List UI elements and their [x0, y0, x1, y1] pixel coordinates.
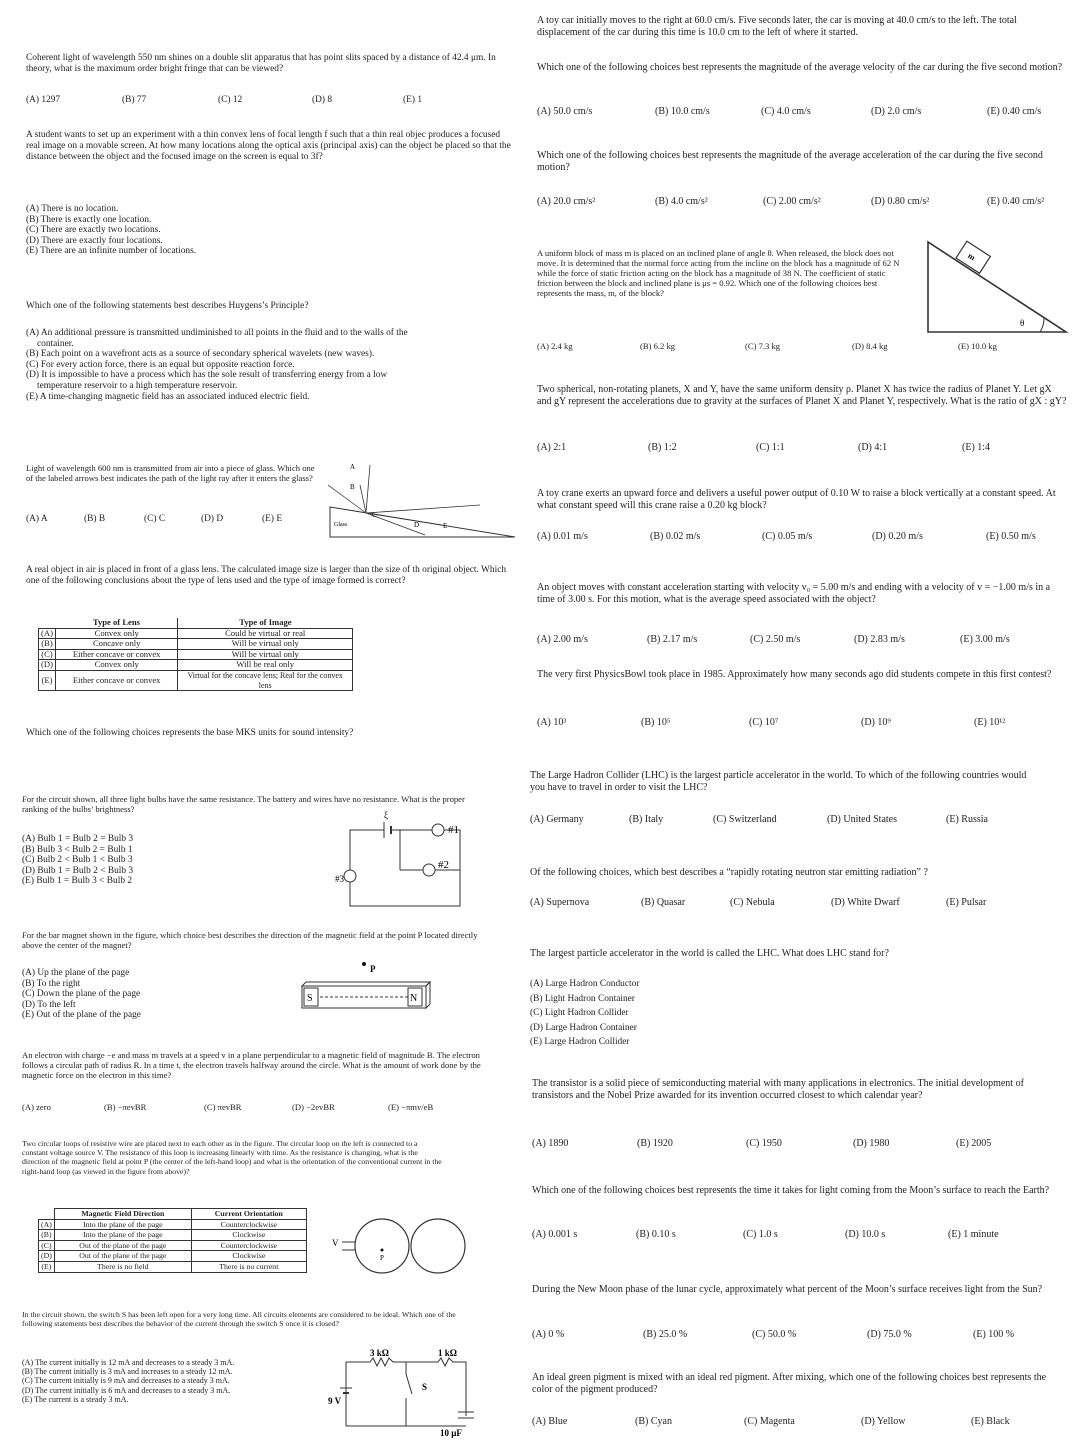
- question-text: For the bar magnet shown in the figure, which choice best describes the direction of the magnetic field at the point P located directly above the center of the magnet?: [22, 930, 478, 950]
- mass-label: m: [966, 251, 977, 263]
- table-row[interactable]: (C) Out of the plane of the page Counterclockwise: [39, 1240, 307, 1251]
- choice[interactable]: (B) 25.0 %: [643, 1329, 688, 1340]
- choice[interactable]: (C) 1.0 s: [743, 1229, 778, 1240]
- question-text: The very first PhysicsBowl took place in 1985. Approximately how many seconds ago did students compete in this first contest?: [537, 669, 1052, 680]
- choice-list: [26, 204, 506, 257]
- choice[interactable]: (D) 10.0 s: [845, 1229, 886, 1240]
- question-text: Which one of the following choices best represents the magnitude of the average velocity of the car during the five second motion?: [537, 62, 1063, 73]
- choice[interactable]: (E) 1 minute: [948, 1229, 999, 1240]
- question-text: The transistor is a solid piece of semiconducting material with many applications in electronics. The initial development of transistors and the Nobel Prize awarded for its invention occurred closest to which calendar year?: [532, 1078, 1024, 1101]
- choice[interactable]: (E) Out of the plane of the page: [22, 1010, 141, 1021]
- north-pole-label: N: [410, 993, 418, 1004]
- question-text: Of the following choices, which best describes a “rapidly rotating neutron star emitting radiation” ?: [530, 867, 928, 878]
- choice[interactable]: (D) It is impossible to have a process which has the sole result of transferring energy from a low: [26, 370, 388, 381]
- choice[interactable]: (A) The current initially is 12 mA and decreases to a steady 3 mA.: [22, 1358, 235, 1367]
- choice[interactable]: (E) Russia: [946, 814, 988, 825]
- bulb-label-3: #3: [335, 874, 344, 884]
- choice[interactable]: (E) −πmv/eB: [388, 1102, 434, 1112]
- choice[interactable]: (A) zero: [22, 1102, 51, 1112]
- incline-diagram: [920, 232, 1070, 336]
- question-moon-light-time: [532, 1185, 1062, 1197]
- choice[interactable]: (E) 0.40 cm/s: [987, 106, 1042, 117]
- choice[interactable]: (E) 0.50 m/s: [986, 531, 1036, 542]
- choice[interactable]: (A) 1890: [532, 1138, 569, 1149]
- table-row[interactable]: (C) Either concave or convex Will be virtual only: [39, 649, 353, 660]
- choice-continuation: container.: [37, 338, 74, 349]
- choice[interactable]: (E) 1:4: [962, 442, 991, 453]
- choice[interactable]: (B) Quasar: [641, 897, 686, 908]
- question-lens-image: [26, 565, 520, 587]
- question-text: Two circular loops of resistive wire are placed next to each other as in the figure. The circular loop on the left is connected to a constant voltage source V. The resistance of this loop is increasing linearly with time. As the resistance is changing, what is the direction of the magnetic field at point P (the center of the left-hand loop) and what is the orientation of the conventional current in the right-hand loop (as viewed in the figure from above)?: [22, 1139, 442, 1176]
- choice[interactable]: (B) B: [84, 514, 106, 524]
- angle-label: θ: [1020, 318, 1025, 328]
- question-huygens: [26, 301, 506, 312]
- arrow-label-a: A: [350, 463, 356, 471]
- choice-list: [22, 1358, 322, 1404]
- choice[interactable]: (B) To the right: [22, 978, 81, 989]
- table-row[interactable]: (A) Convex only Could be virtual or real: [39, 628, 353, 639]
- choice[interactable]: (D) United States: [827, 814, 897, 825]
- question-text: Which one of the following choices best represents the magnitude of the average acceleration of the car during the five second motion?: [537, 150, 1043, 173]
- choice[interactable]: (D) −2evBR: [292, 1102, 335, 1112]
- choice[interactable]: (B) Bulb 3 < Bulb 2 = Bulb 1: [22, 844, 133, 855]
- point-p-label: P: [370, 964, 376, 974]
- question-text: Which one of the following choices represents the base MKS units for sound intensity?: [26, 728, 354, 738]
- bulb-circuit-diagram: [335, 810, 478, 910]
- choice[interactable]: (C) 1950: [746, 1138, 782, 1149]
- choice[interactable]: (B) 77: [122, 95, 147, 105]
- choice[interactable]: (A) 20.0 cm/s²: [537, 196, 596, 207]
- question-text: A uniform block of mass m is placed on an inclined plane of angle θ. When released, the block does not move. It is determined that the normal force acting from the incline on the block has a magnitude of 62 N while the force of static friction acting on the block has a magnitude of 38 N. The coefficient of static friction between the block and inclined plane is μs = 0.92. Which one of the following choices best represents the mass, m, of the block?: [537, 248, 900, 298]
- choice[interactable]: (C) Magenta: [744, 1416, 795, 1427]
- bulb-label-2: #2: [438, 859, 449, 871]
- switch-label: S: [422, 1382, 428, 1392]
- question-text: In the circuit shown, the switch S has been left open for a very long time. All circuits elements are considered to be ideal. Which one of the following statements best describes the behavior of the current through the switch S once it is closed?: [22, 1310, 456, 1329]
- resistor-3k-label: 3 kΩ: [370, 1348, 389, 1358]
- choice[interactable]: (E) E: [262, 514, 283, 524]
- glass-label: Glass: [334, 522, 348, 528]
- choice[interactable]: (E) Pulsar: [946, 897, 987, 908]
- choice[interactable]: (C) Switzerland: [713, 814, 777, 825]
- choice[interactable]: (E) A time-changing magnetic field has an associated induced electric field.: [26, 391, 310, 402]
- choice[interactable]: (C) There are exactly two locations.: [26, 225, 161, 236]
- two-loops-diagram: [330, 1212, 470, 1282]
- choice[interactable]: (A) 10³: [537, 717, 567, 728]
- choice-list: [530, 977, 830, 1050]
- capacitor-label: 10 μF: [440, 1428, 462, 1438]
- question-text: Which one of the following statements best describes Huygens’s Principle?: [26, 301, 309, 311]
- choice[interactable]: (C) Nebula: [730, 897, 775, 908]
- question-text: The largest particle accelerator in the world is called the LHC. What does LHC stand for?: [530, 948, 889, 959]
- choice[interactable]: (D) Large Hadron Container: [530, 1022, 637, 1033]
- question-lhc-acronym: [530, 948, 1060, 960]
- choice[interactable]: (D) 8: [312, 95, 333, 105]
- point-p-label: P: [380, 1254, 384, 1262]
- choice[interactable]: (E) The current is a steady 3 mA.: [22, 1394, 129, 1404]
- choice[interactable]: (A) A: [26, 514, 48, 524]
- arrow-label-e: E: [443, 522, 448, 530]
- choice[interactable]: (D) 0.20 m/s: [872, 531, 923, 542]
- choice[interactable]: (D) Yellow: [861, 1416, 906, 1427]
- choice[interactable]: (B) 0.10 s: [636, 1229, 676, 1240]
- question-text: Two spherical, non-rotating planets, X and Y, have the same uniform density ρ. Planet X has twice the radius of Planet Y. Let gX and gY represent the accelerations due to gravity at the surfaces of Planet X and Planet Y, respectively. What is the ratio of gX : gY?: [537, 384, 1067, 407]
- choice[interactable]: (B) There is exactly one location.: [26, 214, 152, 225]
- choice[interactable]: (B) 6.2 kg: [640, 341, 676, 351]
- question-transistor-year: [532, 1078, 1062, 1102]
- question-average-speed: [537, 582, 1067, 606]
- choice[interactable]: (A) Large Hadron Conductor: [530, 979, 640, 989]
- choice[interactable]: (A) Supernova: [530, 897, 590, 908]
- table-header: Magnetic Field Direction: [54, 1209, 191, 1220]
- question-text: A toy car initially moves to the right at 60.0 cm/s. Five seconds later, the car is moving at 40.0 cm/s to the left. The total displacement of the car during this time is 10.0 cm to the left of where it started.: [537, 15, 1017, 38]
- choice[interactable]: (B) The current initially is 3 mA and increases to a steady 12 mA.: [22, 1367, 233, 1377]
- south-pole-label: S: [307, 993, 313, 1004]
- choice[interactable]: (E) 10¹²: [974, 717, 1006, 728]
- choice[interactable]: (C) 2.00 cm/s²: [763, 196, 821, 207]
- rc-circuit-diagram: [326, 1346, 486, 1436]
- choice[interactable]: (B) −πevBR: [104, 1102, 147, 1112]
- question-text: Which one of the following choices best represents the time it takes for light coming from the Moon’s surface to reach the Earth?: [532, 1185, 1050, 1196]
- question-lhc-country: [530, 770, 1030, 794]
- choice[interactable]: (E) Black: [971, 1416, 1010, 1427]
- choice[interactable]: (B) Cyan: [635, 1416, 672, 1427]
- question-new-moon: [532, 1284, 1062, 1296]
- choice[interactable]: (B) 10.0 cm/s: [655, 106, 710, 117]
- question-average-acceleration: [537, 150, 1067, 174]
- choice[interactable]: (A) 1297: [26, 95, 61, 105]
- question-pigment-mix: [532, 1372, 1062, 1396]
- question-text: Coherent light of wavelength 550 nm shines on a double slit apparatus that has point slits spaced by a distance of 42.4 μm. In theory, what is the maximum order bright fringe that can be viewed?: [26, 53, 496, 75]
- choice[interactable]: (B) Each point on a wavefront acts as a source of secondary spherical wavelets (new waves).: [26, 349, 375, 360]
- choice[interactable]: (D) 2.83 m/s: [854, 634, 905, 645]
- choice[interactable]: (E) 2005: [956, 1138, 992, 1149]
- choice[interactable]: (D) To the left: [22, 999, 76, 1010]
- choice[interactable]: (D) Bulb 1 = Bulb 2 < Bulb 3: [22, 865, 134, 876]
- question-toy-crane: [537, 488, 1067, 512]
- table-row[interactable]: (B) Into the plane of the page Clockwise: [39, 1230, 307, 1241]
- table-header: Type of Image: [178, 618, 353, 628]
- choice[interactable]: (D) 8.4 kg: [852, 341, 888, 351]
- emf-label: ξ: [384, 810, 389, 820]
- table-row[interactable]: (E) Either concave or convex Virtual for the concave lens; Real for the convex lens: [39, 670, 353, 690]
- choice[interactable]: (A) Up the plane of the page: [22, 968, 130, 978]
- question-text: A student wants to set up an experiment with a thin convex lens of focal length f such that a thin real objec produces a focused real image on a movable screen. At how many locations along the optical axis (principal axis) can the object be placed so that the distance between the object and the focused image on the screen is equal to 3f?: [26, 130, 511, 163]
- choice[interactable]: (B) 4.0 cm/s²: [655, 196, 708, 207]
- choice[interactable]: (B) Light Hadron Container: [530, 993, 635, 1004]
- choice[interactable]: (D) The current initially is 6 mA and decreases to a steady 3 mA.: [22, 1385, 231, 1395]
- choice[interactable]: (E) 0.40 cm/s²: [987, 196, 1045, 207]
- choice[interactable]: (D) 10⁹: [861, 717, 891, 728]
- table-header: Current Orientation: [191, 1209, 306, 1220]
- choice[interactable]: (B) Italy: [629, 814, 664, 825]
- choice[interactable]: (C) Light Hadron Collider: [530, 1008, 629, 1019]
- choice[interactable]: (A) An additional pressure is transmitted undiminished to all points in the fluid and to the walls of the: [26, 328, 408, 338]
- choice-list: [26, 328, 516, 402]
- bulb-label-1: #1: [448, 824, 459, 836]
- choice[interactable]: (E) 1: [403, 95, 423, 105]
- table-row[interactable]: (A) Into the plane of the page Counterclockwise: [39, 1219, 307, 1230]
- voltage-label: V: [332, 1238, 339, 1248]
- choice[interactable]: (D) 2.0 cm/s: [871, 106, 922, 117]
- choice[interactable]: (E) Bulb 1 = Bulb 3 < Bulb 2: [22, 876, 133, 887]
- choice[interactable]: (A) Blue: [532, 1416, 568, 1427]
- question-two-loops: [22, 1139, 442, 1176]
- question-magnetic-work: [22, 1050, 492, 1080]
- choice[interactable]: (A) Bulb 1 = Bulb 2 = Bulb 3: [22, 834, 134, 844]
- bar-magnet-diagram: [296, 956, 436, 1014]
- choice[interactable]: (A) 50.0 cm/s: [537, 106, 593, 117]
- choice[interactable]: (A) 0.01 m/s: [537, 531, 588, 542]
- choice[interactable]: (E) 3.00 m/s: [960, 634, 1010, 645]
- choice[interactable]: (E) Large Hadron Collider: [530, 1037, 630, 1048]
- question-text: During the New Moon phase of the lunar cycle, approximately what percent of the Moon’s surface receives light from the Sun?: [532, 1284, 1043, 1295]
- choice[interactable]: (A) Germany: [530, 814, 584, 825]
- choice[interactable]: (B) 10⁵: [641, 717, 671, 728]
- question-text: Light of wavelength 600 nm is transmitted from air into a piece of glass. Which one of the labeled arrows best indicates the path of the light ray after it enters the glass?: [26, 463, 315, 483]
- question-text: The Large Hadron Collider (LHC) is the largest particle accelerator in the world. To which of the following countries would you have to travel in order to visit the LHC?: [530, 770, 1027, 793]
- question-rc-circuit: [22, 1310, 462, 1328]
- choice[interactable]: (C) 4.0 cm/s: [761, 106, 811, 117]
- question-text: An ideal green pigment is mixed with an ideal red pigment. After mixing, which one of the following choices best represents the color of the pigment produced?: [532, 1372, 1047, 1395]
- question-neutron-star: [530, 867, 1060, 879]
- choice[interactable]: (A) There is no location.: [26, 204, 119, 214]
- choice-continuation: temperature reservoir to a high temperature reservoir.: [37, 380, 238, 391]
- table-row[interactable]: (B) Concave only Will be virtual only: [39, 639, 353, 650]
- choice[interactable]: (A) 2.00 m/s: [537, 634, 588, 645]
- resistor-1k-label: 1 kΩ: [438, 1348, 457, 1358]
- question-text: An electron with charge −e and mass m travels at a speed v in a plane perpendicular to a magnetic field of magnitude B. The electron follows a circular path of radius R. In a time t, the electron travels halfway around the circle. What is the amount of work done by the magnetic force on the electron in this time?: [22, 1050, 481, 1080]
- choice[interactable]: (E) 10.0 kg: [958, 341, 997, 351]
- choice[interactable]: (C) 2.50 m/s: [750, 634, 801, 645]
- choice[interactable]: (C) 1:1: [756, 442, 785, 453]
- question-text: A real object in air is placed in front of a glass lens. The calculated image size is larger than the size of th original object. Which one of the following conclusions about the type of lens used and the type of image formed is correct?: [26, 565, 507, 587]
- question-inclined-block: [537, 248, 907, 298]
- arrow-label-b: B: [350, 483, 355, 491]
- question-text: A toy crane exerts an upward force and delivers a useful power output of 0.10 W to raise a block vertically at a constant speed. At what constant speed will this crane raise a 0.20 kg block?: [537, 488, 1056, 511]
- choice[interactable]: (D) There are exactly four locations.: [26, 235, 163, 246]
- choice[interactable]: (E) 100 %: [973, 1329, 1015, 1340]
- choice[interactable]: (C) 50.0 %: [752, 1329, 797, 1340]
- choice[interactable]: (C) C: [144, 514, 166, 524]
- left-column: [0, 0, 520, 1443]
- choice[interactable]: (B) 1:2: [648, 442, 677, 453]
- choice[interactable]: (C) 0.05 m/s: [762, 531, 813, 542]
- choice[interactable]: (C) For every action force, there is an equal but opposite reaction force.: [26, 359, 295, 370]
- question-text: An object moves with constant acceleration starting with velocity v₀ = 5.00 m/s and ending with a velocity of v = −1.00 m/s in a time of 3.00 s. For this motion, what is the average speed associated with the object?: [537, 582, 1051, 605]
- choice[interactable]: (C) The current initially is 9 mA and decreases to a steady 3 mA.: [22, 1376, 230, 1386]
- question-sound-units: [26, 728, 506, 739]
- choice[interactable]: (C) 12: [218, 95, 243, 105]
- right-column: [530, 0, 1070, 1443]
- choice[interactable]: (D) 0.80 cm/s²: [871, 196, 930, 207]
- question-refraction: [26, 463, 316, 483]
- question-physicsbowl-seconds: [537, 669, 1067, 681]
- choice[interactable]: (A) 2.4 kg: [537, 341, 573, 351]
- choice[interactable]: (A) 2:1: [537, 442, 567, 453]
- choice[interactable]: (B) 1920: [637, 1138, 673, 1149]
- choice[interactable]: (C) 10⁷: [749, 717, 779, 728]
- refraction-diagram: [330, 455, 520, 540]
- question-convex-lens: [26, 130, 516, 164]
- choice[interactable]: (C) Bulb 2 < Bulb 1 < Bulb 3: [22, 855, 133, 866]
- choice[interactable]: (D) 4:1: [858, 442, 888, 453]
- table-row[interactable]: (D) Out of the plane of the page Clockwise: [39, 1251, 307, 1262]
- choice[interactable]: (D) White Dwarf: [831, 897, 900, 908]
- question-bar-magnet: [22, 930, 482, 950]
- question-double-slit: [26, 53, 506, 75]
- choice[interactable]: (A) 0 %: [532, 1329, 565, 1340]
- choice[interactable]: (D) 1980: [853, 1138, 890, 1149]
- choice[interactable]: (D) 75.0 %: [867, 1329, 912, 1340]
- question-average-velocity: [537, 62, 1067, 74]
- choice[interactable]: (C) Down the plane of the page: [22, 989, 141, 1000]
- arrow-label-c: C: [372, 511, 377, 519]
- table-row[interactable]: (E) There is no field There is no current: [39, 1261, 307, 1272]
- choice[interactable]: (C) 7.3 kg: [745, 341, 781, 351]
- choice-list: [22, 834, 322, 887]
- choice[interactable]: (B) 2.17 m/s: [647, 634, 698, 645]
- choice[interactable]: (C) πevBR: [204, 1102, 242, 1112]
- table-row[interactable]: (D) Convex only Will be real only: [39, 660, 353, 671]
- choice[interactable]: (D) D: [201, 514, 224, 524]
- choice[interactable]: (A) 0.001 s: [532, 1229, 578, 1240]
- question-text: For the circuit shown, all three light bulbs have the same resistance. The battery and wires have no resistance. What is the proper ranking of the bulbs’ brightness?: [22, 794, 465, 814]
- question-planet-gravity: [537, 384, 1067, 408]
- arrow-label-d: D: [414, 521, 420, 529]
- choice-list: [22, 968, 282, 1021]
- choice[interactable]: (E) There are an infinite number of locations.: [26, 246, 197, 257]
- toy-car-setup: [537, 15, 1067, 39]
- lens-answer-table: [38, 618, 353, 691]
- loops-answer-table: [38, 1208, 307, 1273]
- choice[interactable]: (B) 0.02 m/s: [650, 531, 701, 542]
- battery-label: 9 V: [328, 1396, 342, 1406]
- table-header: Type of Lens: [55, 618, 178, 628]
